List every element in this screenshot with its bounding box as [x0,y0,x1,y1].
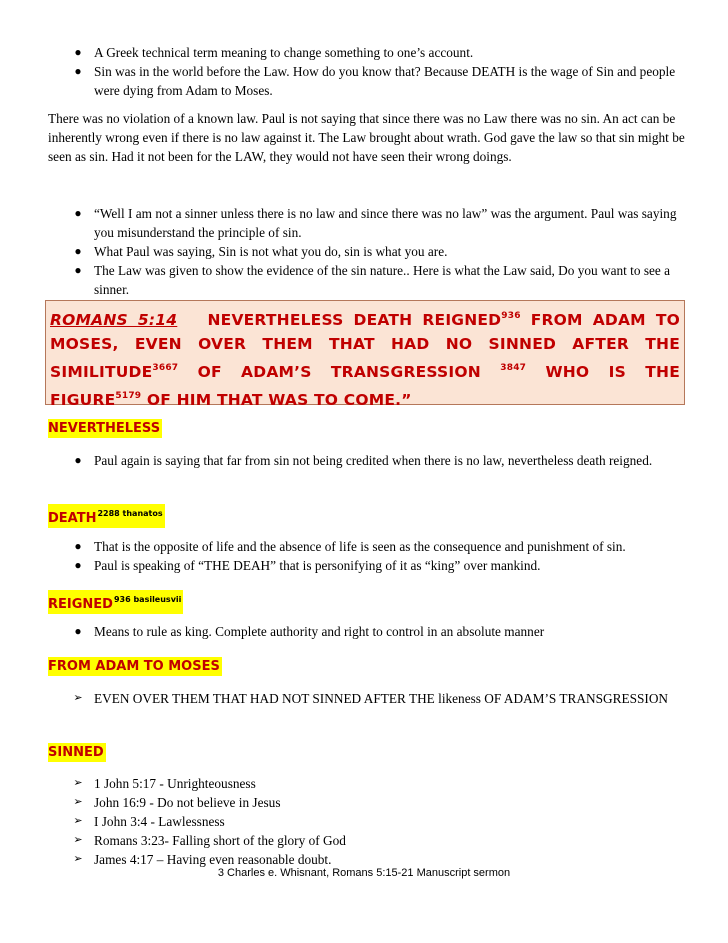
strongs-number: 2288 thanatos [97,509,163,518]
body-paragraph: There was no violation of a known law. Paul is not saying that since there was no Law there was no sin. An act can be inherently wrong even if there is no law against it. The Law brought about wrath. God gave the law so that sin might be seen as sin. Had it not been for the LAW, they would not have seen their wrong doings. [48,111,685,164]
section-death [0,504,728,528]
list-item: ● Paul again is saying that far from sin not being credited when there is no law, nevertheless death reigned. [74,453,653,468]
intro-bullet-list [0,43,728,100]
nevertheless-bullets [0,451,728,470]
strongs-number: 5179 [115,391,142,401]
list-item: ➢ James 4:17 – Having even reasonable doubt. [73,852,332,867]
death-bullets [0,537,728,575]
section-adam-to-moses [0,656,728,676]
verse-text: FROM ADAM TO MOSES, EVEN OVER THEM THAT HAD NO SINNED AFTER THE SIMILITUDE [50,311,680,381]
list-item: ➢ EVEN OVER THEM THAT HAD NOT SINNED AFTER THE likeness OF ADAM’S TRANSGRESSION [73,691,669,706]
page-footer: 3 Charles e. Whisnant, Romans 5:15-21 Manuscript sermon [217,867,511,879]
list-item: ● The Law was given to show the evidence of the sin nature.. Here is what the Law said, Do you want to see a sinner. [74,263,671,297]
list-item: ● A Greek technical term meaning to change something to one’s account. [74,45,474,60]
list-item: ● Sin was in the world before the Law. How do you know that? Because DEATH is the wage of Sin and people were dying from Adam to Moses. [74,64,676,98]
adam-to-moses-bullets [0,689,728,708]
section-heading: NEVERTHELESS [48,421,161,436]
section-heading: FROM ADAM TO MOSES [48,659,220,674]
section-heading: $DEATH^{2288 thanatos}$ [48,504,165,528]
verse-text: WHO IS THE FIGURE [50,363,680,409]
section-nevertheless [0,418,728,438]
verse-text: NEVERTHELESS DEATH REIGNED [207,311,502,329]
strongs-number: 936 basileusvii [113,595,182,604]
list-item: ● “Well I am not a sinner unless there is no law and since there was no law” was the argument. Paul was saying you misunderstand the principle of sin. [74,206,677,240]
argument-bullet-list [0,204,728,299]
reigned-bullets [0,622,728,641]
list-item: ➢ I John 3:4 - Lawlessness [73,814,225,829]
sinned-bullets [0,774,728,869]
list-item: ➢ Romans 3:23- Falling short of the glory of God [73,833,346,848]
verse-text: OF ADAM’S TRANSGRESSION [178,363,501,381]
strongs-number: 3847 [500,363,527,373]
section-sinned [0,742,728,762]
list-item: ● Means to rule as king. Complete authority and right to control in an absolute manner [74,624,545,639]
verse-text: OF HIM THAT WAS TO COME.” [141,391,412,409]
list-item: ● That is the opposite of life and the absence of life is seen as the consequence and punishment of sin. [74,539,626,554]
verse-reference: ROMANS 5:14 [50,311,178,329]
section-heading: SINNED [48,745,104,760]
list-item: ➢ 1 John 5:17 - Unrighteousness [73,776,256,791]
list-item: ● Paul is speaking of “THE DEAH” that is personifying of it as “king” over mankind. [74,558,541,573]
strongs-number: 936 [501,311,521,321]
scripture-verse-box [45,300,685,409]
list-item: ➢ John 16:9 - Do not believe in Jesus [73,795,281,810]
section-heading: $REIGNED^{936 basileusvii}$ [48,590,183,614]
strongs-number: 3667 [152,363,179,373]
section-reigned [0,590,728,614]
list-item: ● What Paul was saying, Sin is not what you do, sin is what you are. [74,244,448,259]
